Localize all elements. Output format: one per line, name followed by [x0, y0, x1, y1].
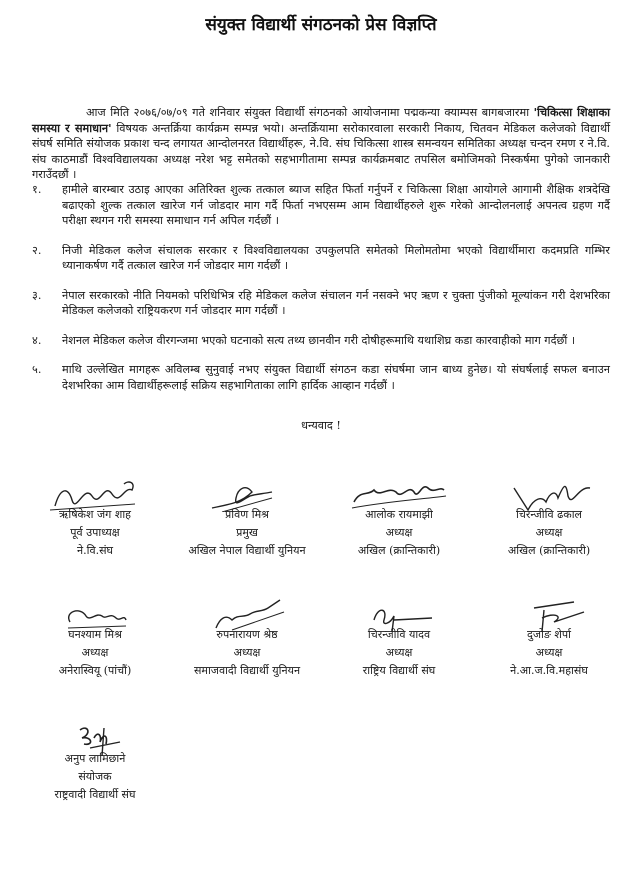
signatory-block: [324, 598, 474, 680]
signatory-role: अध्यक्ष: [385, 526, 413, 539]
demand-number: ४.: [32, 333, 42, 347]
demand-number: २.: [32, 243, 42, 257]
signatory-name: दुजोङ शेर्पा: [527, 628, 571, 641]
demand-item: [32, 362, 610, 393]
intro-topic-bold: 'चिकित्सा शिक्षाका समस्या र समाधान': [32, 105, 610, 135]
signatory-organization: अखिल नेपाल विद्यार्थी युनियन: [188, 544, 306, 557]
signatory-role: अध्यक्ष: [535, 646, 563, 659]
intro-text-1: आज मिति २०७६/०७/०९ गते शनिवार संयुक्त विद्यार्थी संगठनको आयोजनामा पद्मकन्या क्याम्पस बागबजारमा: [86, 106, 534, 120]
demand-number: ३.: [32, 288, 42, 302]
demand-text: नेशनल मेडिकल कलेज वीरगन्जमा भएको घटनाको सत्य तथ्य छानवीन गरी दोषीहरूमाथि यथाशिघ्र कडा कारवाहीको माग गर्दछौं ।: [62, 333, 576, 347]
signatory-organization: समाजवादी विद्यार्थी युनियन: [193, 664, 301, 677]
signatory-block: [20, 598, 170, 680]
demand-item: [32, 182, 610, 229]
signatory-name: प्रविण मिश्र: [225, 508, 269, 521]
signatory-organization: अखिल (क्रान्तिकारी): [507, 544, 591, 557]
demand-number: १.: [32, 183, 42, 196]
demand-item: [32, 243, 610, 274]
signatory-block: [172, 598, 322, 680]
demand-text: निजी मेडिकल कलेज संचालक सरकार र विश्वविद्यालयका उपकुलपति समेतको मिलोमतोमा भएको विद्यार्थीमारा कदमप्रति गम्भिर ध्यानाकर्षण गर्दै तत्काल खारेज गर्न जोडदार माग गर्दछौं ।: [62, 243, 610, 272]
signatory-organization: अनेरास्वियू (पांचौं): [58, 664, 132, 677]
signatory-name: घनश्याम मिश्र: [68, 628, 122, 641]
demand-text: माथि उल्लेखित मागहरू अविलम्ब सुनुवाई नभए संयुक्त विद्यार्थी संगठन कडा संघर्षमा जान बाध्य हुनेछ। यो संघर्षलाई सफल बनाउन देशभरिका आम विद्यार्थीहरूलाई सक्रिय सहभागिताका लागि हार्दिक आव्हान गर्दछौं ।: [62, 363, 610, 392]
signatory-organization: ने.वि.संघ: [77, 544, 113, 557]
signatory-organization: राष्ट्रिय विद्यार्थी संघ: [362, 664, 436, 677]
signatory-name: रुपनारायण श्रेष्ठ: [216, 628, 278, 641]
demand-item: [32, 288, 610, 319]
signatory-organization: ने.आ.ज.वि.महासंघ: [510, 664, 588, 677]
demand-number: ५.: [32, 363, 42, 376]
signatory-role: पूर्व उपाध्यक्ष: [70, 526, 120, 539]
signatory-block: [172, 478, 322, 560]
demand-text: नेपाल सरकारको नीति नियमको परिधिभित्र रहि मेडिकल कलेज संचालन गर्न नसक्ने भए ऋण र चुक्ता पुंजीको मूल्यांकन गरी देशभरिका मेडिकल कलेजको राष्ट्रियकरण गर्न जोडदार माग गर्दछौं ।: [62, 288, 610, 317]
signatory-name: अनुप लामिछाने: [64, 752, 126, 765]
signatory-block: [324, 478, 474, 560]
signatory-name: आलोक रायमाझी: [365, 508, 433, 521]
signatory-organization: राष्ट्रवादी विद्यार्थी संघ: [54, 788, 136, 801]
signatory-name: चिरन्जीवि ढकाल: [515, 508, 583, 521]
demands-list: [32, 182, 610, 407]
signatory-role: संयोजक: [78, 770, 112, 783]
intro-paragraph: [32, 105, 610, 183]
signatory-block: [20, 478, 170, 560]
signatory-role: अध्यक्ष: [535, 526, 563, 539]
demand-item: [32, 333, 610, 349]
signatory-role: अध्यक्ष: [233, 646, 261, 659]
intro-text-2: विषयक अन्तर्क्रिया कार्यक्रम सम्पन्न भयो। अन्तर्क्रियामा सरोकारवाला सरकारी निकाय, चितवन मेडिकल कलेजको विद्यार्थी संघर्ष समिति संयोजक प्रकाश चन्द लगायत आन्दोलनरत विद्यार्थीहरू, ने.वि. संघ चिकित्सा शास्त्र समन्वयन समितिका अध्यक्ष चन्दन रमण र ने.वि. संघ काठमाडौं विश्वविद्यालयका अध्यक्ष नरेश भट्ट समेतको सहभागीतामा सम्पन्न कार्यक्रमबाट तपसिल बमोजिमको निस्कर्षमा पुगेको जानकारी गराउँदछौं ।: [32, 121, 611, 182]
press-release-title: संयुक्त विद्यार्थी संगठनको प्रेस विज्ञप्ति: [205, 15, 437, 35]
signatory-role: अध्यक्ष: [385, 646, 413, 659]
signatory-block: [474, 478, 624, 560]
thank-you-text: धन्यवाद !: [301, 419, 341, 432]
signatory-block: [20, 722, 170, 804]
signatory-name: ऋषिकेश जंग शाह: [58, 508, 132, 521]
signatory-role: प्रमुख: [236, 526, 258, 539]
signatory-organization: अखिल (क्रान्तिकारी): [357, 544, 441, 557]
signatory-block: [474, 598, 624, 680]
demand-text: हामीले बारम्बार उठाइ आएका अतिरिक्त शुल्क तत्काल ब्याज सहित फिर्ता गर्नुपर्ने र चिकित्सा शिक्षा आयोगले आगामी शैक्षिक शत्रदेखि बढाएको शुल्क तत्काल खारेज गर्न जोडदार माग गर्दै फिर्ता नभएसम्म आम विद्यार्थीहरुले शुरू गरेको आन्दोलनलाई अपनत्व ग्रहण गर्दै परीक्षा स्थगन गरी समस्या समाधान गर्न अपिल गर्दछौं ।: [62, 183, 610, 227]
signatory-name: चिरन्जीवि यादव: [367, 628, 431, 641]
signatory-role: अध्यक्ष: [81, 646, 109, 659]
